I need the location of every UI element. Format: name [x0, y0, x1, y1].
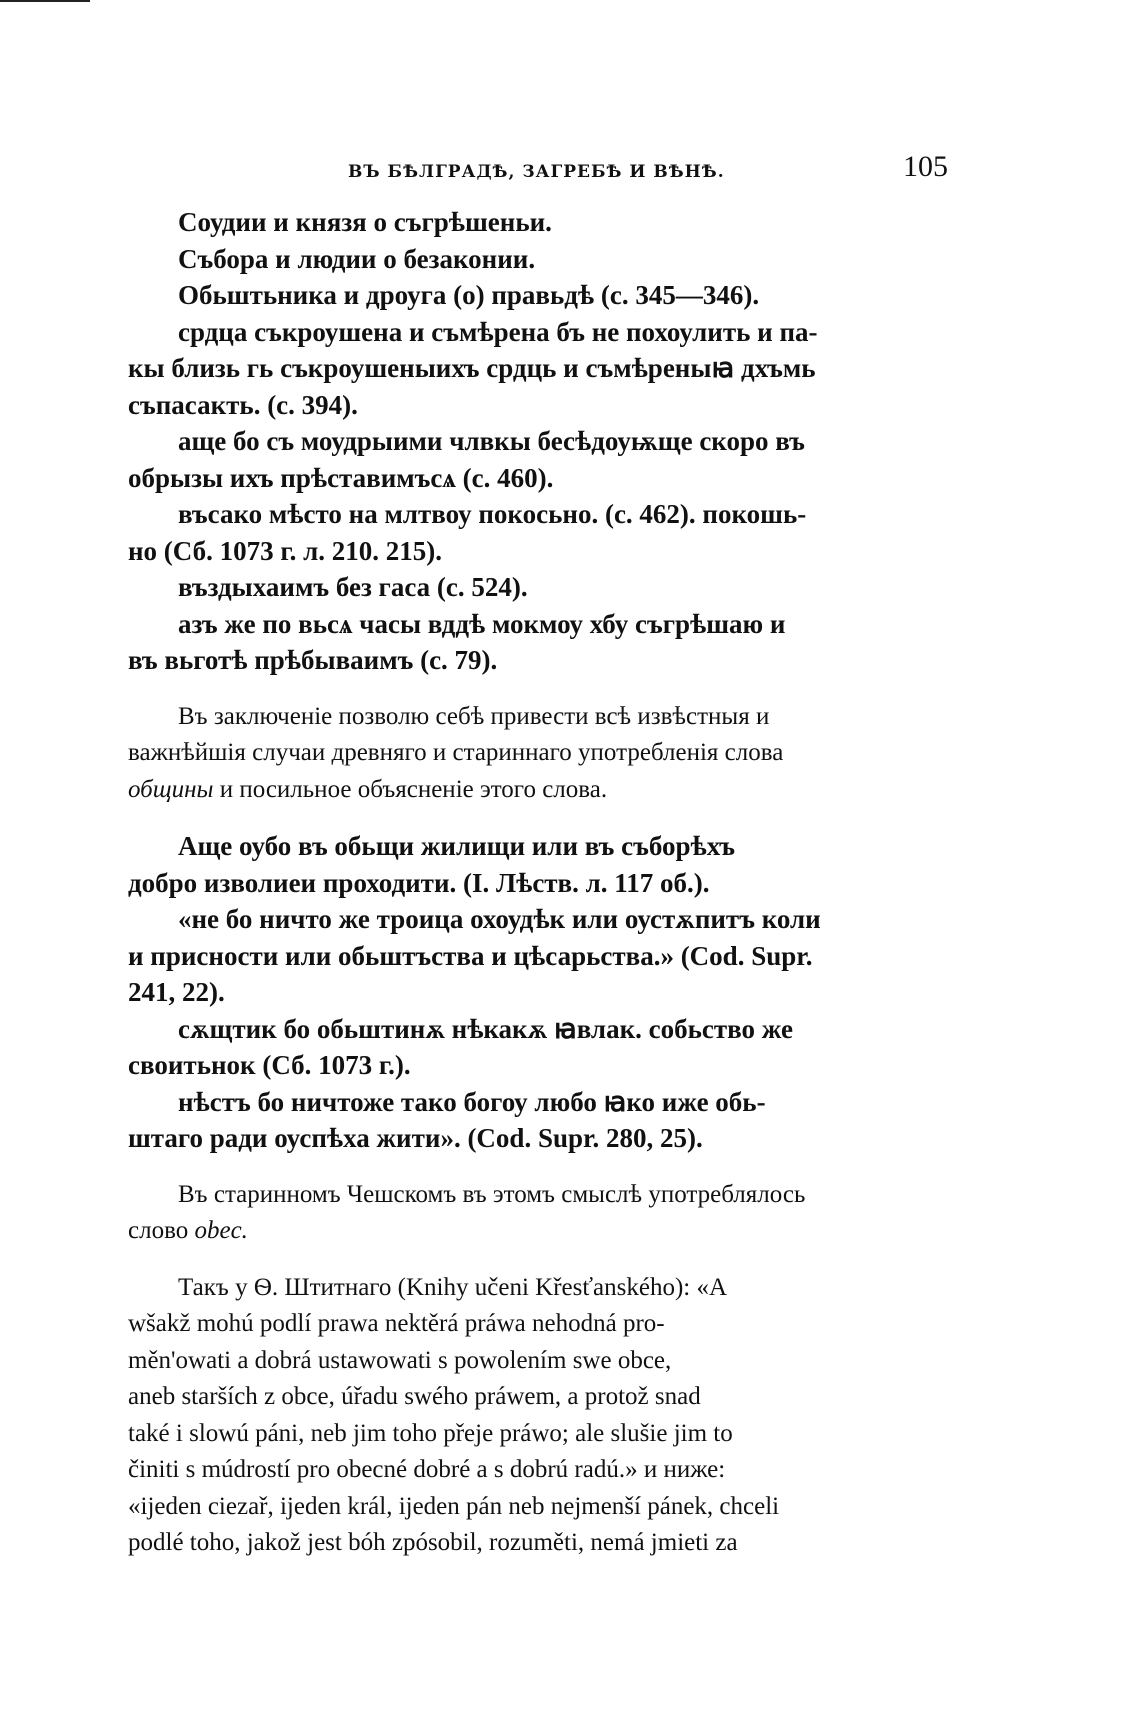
text-line — [128, 772, 948, 809]
quote-line: обрызы ихъ прѣставимъсѧ (с. 460). — [128, 462, 554, 493]
text-line: měn'owati a dobrá ustawowati s powolením swe obce, — [128, 1346, 672, 1374]
text-line: «ijeden ciezař, ijeden král, ijeden pán neb nejmenší pánek, chceli — [128, 1492, 780, 1520]
quote-line: Събора и людии о безаконии. — [178, 243, 536, 274]
quote-line: Аще оубо въ обьщи жилищи или въ съборѣхъ — [178, 831, 735, 861]
quote-line: кы близь гь съкроушеныихъ срдць и съмѣреныꙗ дхъмь — [128, 353, 816, 383]
quote-line: съпасакть. (с. 394). — [128, 389, 358, 420]
text-line: Такъ у Ѳ. Штитнаго (Knihy učenі Křesťanského): «A — [178, 1273, 728, 1301]
running-title: ВЪ БѢЛГРАДѢ, ЗАГРЕБѢ И ВѢНѢ. — [348, 162, 725, 182]
quote-line: аще бо съ моудрыими члвкы бесѣдоуѭще скоро въ — [178, 426, 805, 456]
scan-corner-mark — [0, 0, 90, 2]
italic-word: общины — [128, 775, 214, 803]
quote-line: Обьштьника и дроуга (о) правьдѣ (с. 345—346). — [178, 280, 760, 310]
quote-block-2 — [128, 828, 948, 1157]
running-head — [128, 150, 948, 202]
spacer — [128, 1250, 948, 1270]
quote-line: нѣстъ бо ничтоже тако богоу любо ꙗко иже обь- — [178, 1086, 766, 1117]
book-page — [128, 150, 948, 1562]
paragraph-conclusion — [128, 699, 948, 809]
quote-line: и присности или обьштъства и цѣсарьства.» (Cod. Supr. — [128, 940, 813, 971]
quote-line: азъ же по вьсѧ часы вддѣ мокмоу хбу съгрѣшаю и — [178, 608, 786, 639]
text-line: Въ заключеніе позволю себѣ привести всѣ извѣстныя и — [178, 702, 770, 730]
quote-line: «не бо ничто же троица охоудѣк или оустѫпитъ коли — [178, 904, 821, 934]
text-run: и посильное объясненіе этого слова. — [213, 775, 608, 803]
paragraph-czech-usage — [128, 1177, 948, 1250]
text-run: слово — [128, 1217, 195, 1244]
quote-line: въ вьготѣ прѣбываимъ (с. 79). — [128, 645, 498, 675]
quote-line: добро изволиеи проходити. (I. Лѣств. л. 117 об.). — [128, 867, 710, 898]
quote-line: штаго ради оуспѣха жити». (Cod. Supr. 280, 25). — [128, 1123, 703, 1153]
text-line: aneb starších z obce, úřadu swého práwem, a protož snad — [128, 1383, 701, 1410]
quote-block-1 — [128, 204, 948, 679]
text-line: важнѣйшія случаи древняго и стариннаго употребленія слова — [128, 739, 784, 766]
text-line: wšakž mohú podlí prawa nektěrá práwa nehodná pro- — [128, 1310, 665, 1337]
text-line: také i slowú páni, neb jim toho přeje práwo; ale slušie jim to — [128, 1419, 733, 1447]
text-line — [128, 1213, 948, 1250]
text-line: Въ старинномъ Чешскомъ въ этомъ смыслѣ употреблялось — [178, 1180, 806, 1208]
quote-line: въсако мѣсто на млтвоу покосьно. (с. 462). покошь- — [178, 499, 807, 529]
quote-line: 241, 22). — [128, 977, 225, 1007]
quote-line: срдца съкроушена и съмѣрена бъ не похоулить и па- — [178, 316, 818, 347]
spacer — [128, 808, 948, 828]
quote-line: въздыхаимъ без гаса (с. 524). — [178, 572, 528, 602]
quote-line: своитьнок (Сб. 1073 г.). — [128, 1050, 411, 1080]
text-line: činiti s múdrostí pro obecné dobré a s dobrú radú.» и ниже: — [128, 1456, 726, 1483]
quote-line: но (Сб. 1073 г. л. 210. 215). — [128, 535, 442, 566]
spacer — [128, 679, 948, 699]
text-line: podlé toho, jakož jest bóh zpósobil, rozuměti, nemá jmieti za — [128, 1529, 738, 1556]
spacer — [128, 1157, 948, 1177]
quote-line: сѫщтик бо обьштинѫ нѣкакѫ ꙗвлак. собьство же — [178, 1013, 793, 1044]
page-number: 105 — [903, 150, 948, 183]
paragraph-stitny-quote — [128, 1270, 948, 1562]
italic-word: obec. — [194, 1217, 248, 1244]
quote-line: Соудии и князя о съгрѣшеньи. — [178, 207, 552, 237]
